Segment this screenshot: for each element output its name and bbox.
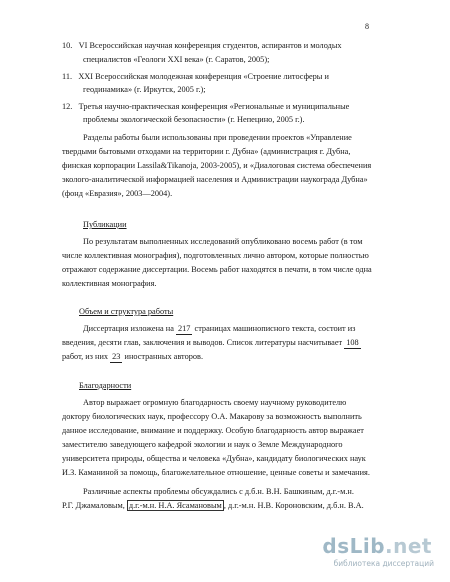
paragraph-line: Диссертация изложена на 217 страницах машинописного текста, состоит из — [83, 324, 356, 333]
paragraph-line: финская корпорации Lassila&Tikanoja, 2003-2005), и «Диалоговая система обеспечения — [62, 161, 372, 170]
section-heading: Объем и структура работы — [79, 307, 174, 316]
list-item: 10. VI Всероссийская научная конференция студентов, аспирантов и молодых — [62, 41, 342, 50]
highlighted-name: д.г.-м.н. Н.А. Ясамановым — [128, 501, 222, 510]
paragraph-line: Разделы работы были использованы при проведении проектов «Управление — [83, 133, 352, 142]
logo-text: dsLib.net — [322, 534, 432, 558]
foreign-count: 23 — [112, 352, 121, 361]
paragraph-line: коллективная монография. — [62, 279, 157, 288]
paragraph-line: отражают содержание диссертации. Восемь работ находятся в печати, в том числе одна — [62, 265, 372, 274]
paragraph-line: эколого-аналитической информацией населения и Администрации наукограда Дубна» — [62, 175, 368, 184]
paragraph-line: работ, из них 23 иностранных авторов. — [62, 352, 204, 361]
list-item: 12. Третья научно-практическая конференция «Региональные и муниципальные — [62, 102, 350, 111]
watermark-logo — [322, 534, 440, 574]
paragraph-line: числе коллективная монография), подготовленных лично автором, которые полностью — [62, 251, 369, 260]
section-heading: Благодарности — [79, 381, 132, 390]
pages-count: 217 — [177, 324, 191, 333]
list-item-cont: проблемы экологической безопасности» (г. Непецино, 2005 г.). — [83, 115, 305, 124]
page-number: 8 — [365, 22, 369, 31]
list-item: 11. XXI Всероссийская молодежная конференция «Строение литосферы и — [62, 72, 329, 81]
paragraph-line: университета природы, общества и человека «Дубна», кандидату биологических наук — [62, 454, 366, 463]
paragraph-line: Р.Г. Джамаловым, д.г.-м.н. Н.А. Ясамановым , д.г.-м.н. Н.В. Короновским, д.б.н. В.А. — [62, 501, 364, 510]
paragraph-line: По результатам выполненных исследований опубликовано восемь работ (в том — [83, 237, 363, 246]
list-item-cont: специалистов «Геологи XXI века» (г. Саратов, 2005); — [83, 55, 270, 64]
paragraph-line: доктору биологических наук, профессору О.А. Макарову за возможность выполнить — [62, 412, 362, 421]
paragraph-line: данное исследование, внимание и поддержку. Особую благодарность автор выражает — [62, 426, 364, 435]
paragraph-line: И.З. Каманиной за помощь, благожелательное отношение, ценные советы и замечания. — [62, 468, 370, 477]
logo-subtitle: библиотека диссертаций — [333, 559, 434, 568]
paragraph-line: заместителю заведующего кафедрой экологии и наук о Земле Международного — [62, 440, 343, 449]
section-heading: Публикации — [83, 220, 127, 229]
paragraph-line: твердыми бытовыми отходами на территории г. Дубна» (администрация г. Дубна, — [62, 147, 351, 156]
paragraph-line: (фонд «Евразия», 2003—2004). — [62, 189, 173, 198]
paragraph-line: Автор выражает огромную благодарность своему научному руководителю — [83, 398, 347, 407]
list-item-cont: геодинамика» (г. Иркутск, 2005 г.); — [83, 85, 206, 94]
paragraph-line: Различные аспекты проблемы обсуждались с д.б.н. В.Н. Башкиным, д.г.-м.н. — [83, 487, 354, 496]
references-count: 108 — [346, 338, 359, 347]
paragraph-line: введения, десяти глав, заключения и выводов. Список литературы насчитывает 108 — [62, 338, 359, 347]
